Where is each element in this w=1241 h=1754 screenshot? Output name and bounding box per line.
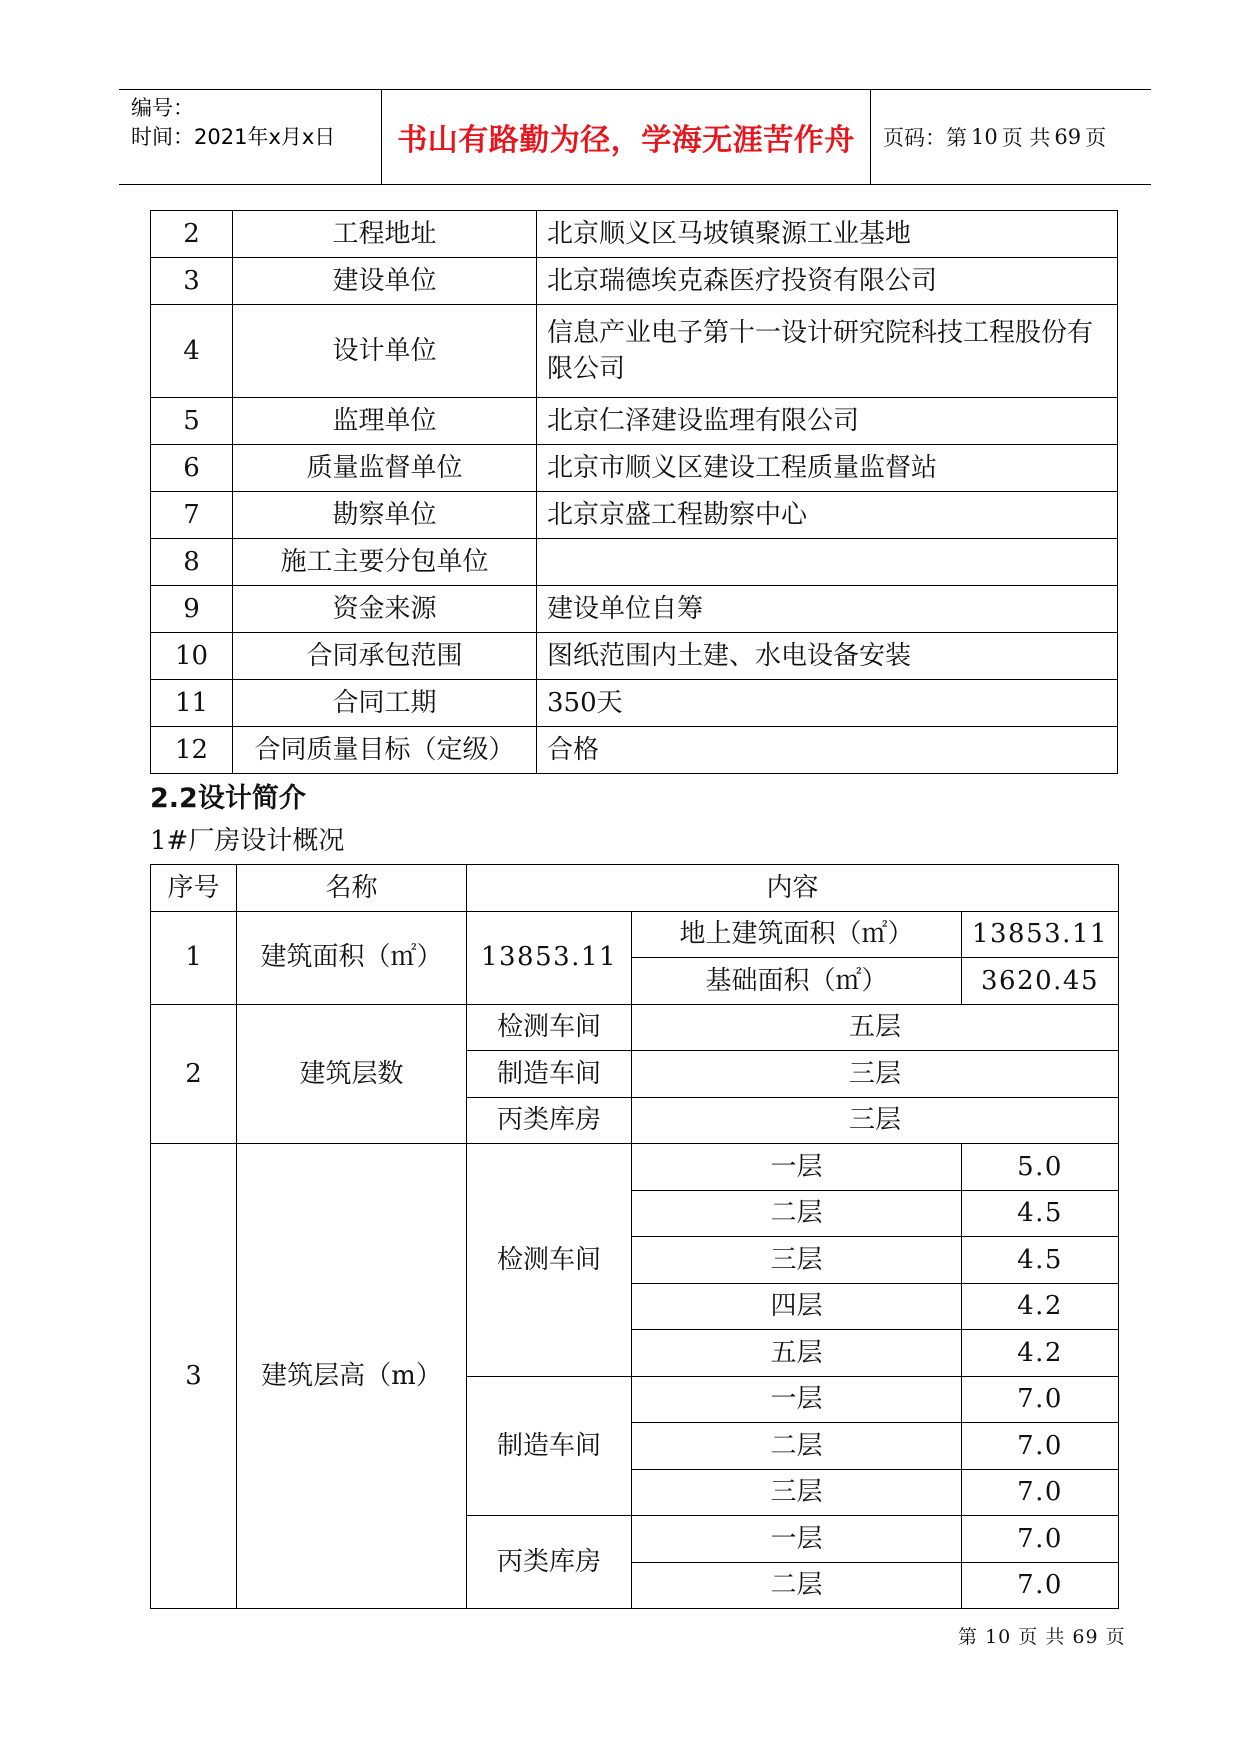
heights-building: 检测车间 <box>467 1144 632 1377</box>
footer-suffix: 页 <box>1105 1626 1126 1648</box>
footer-prefix: 第 <box>958 1626 979 1648</box>
heights-floor: 二层 <box>632 1562 962 1609</box>
info-value-cell: 信息产业电子第十一设计研究院科技工程股份有限公司 <box>537 305 1118 398</box>
floors-no: 2 <box>151 1004 237 1144</box>
table-row <box>151 398 1118 445</box>
table-row <box>151 258 1118 305</box>
info-no-cell: 12 <box>151 727 233 774</box>
floors-value: 三层 <box>632 1051 1119 1098</box>
heights-value: 7.0 <box>962 1469 1119 1516</box>
info-no-cell: 2 <box>151 211 233 258</box>
info-no-cell: 6 <box>151 445 233 492</box>
info-no-cell: 8 <box>151 539 233 586</box>
area-above-label: 地上建筑面积（㎡） <box>632 911 962 958</box>
table-row <box>151 211 1118 258</box>
info-no-cell: 7 <box>151 492 233 539</box>
footer-page: 10 <box>985 1626 1012 1648</box>
page-mid-label: 页 共 <box>1001 126 1051 150</box>
heights-value: 7.0 <box>962 1516 1119 1563</box>
heights-floor: 二层 <box>632 1190 962 1237</box>
page-end-label: 页 <box>1085 126 1107 150</box>
heights-value: 4.2 <box>962 1283 1119 1330</box>
heights-building: 制造车间 <box>467 1376 632 1516</box>
motto-text: 书山有路勤为径，学海无涯苦作舟 <box>397 123 855 158</box>
header-page-info <box>871 90 1151 184</box>
floors-value: 五层 <box>632 1004 1119 1051</box>
info-value-cell: 建设单位自筹 <box>537 586 1118 633</box>
heights-no: 3 <box>151 1144 237 1609</box>
info-value-cell: 北京顺义区马坡镇聚源工业基地 <box>537 211 1118 258</box>
header-cell-name: 名称 <box>237 865 467 912</box>
area-total: 13853.11 <box>467 911 632 1004</box>
design-overview-table <box>150 864 1119 1609</box>
heights-floor: 一层 <box>632 1376 962 1423</box>
header-motto <box>382 90 871 184</box>
info-value-cell <box>537 539 1118 586</box>
floors-building: 检测车间 <box>467 1004 632 1051</box>
table-row <box>151 911 1119 958</box>
info-no-cell: 4 <box>151 305 233 398</box>
section-title: 2.2设计简介 <box>150 783 306 814</box>
heights-value: 7.0 <box>962 1376 1119 1423</box>
area-name: 建筑面积（㎡） <box>237 911 467 1004</box>
info-no-cell: 5 <box>151 398 233 445</box>
info-value-cell: 350天 <box>537 680 1118 727</box>
heights-value: 5.0 <box>962 1144 1119 1191</box>
area-foundation-label: 基础面积（㎡） <box>632 958 962 1005</box>
table-row <box>151 680 1118 727</box>
info-item-cell: 工程地址 <box>233 211 537 258</box>
table-row <box>151 1004 1119 1051</box>
table-row <box>151 727 1118 774</box>
header-meta <box>119 90 382 184</box>
header-cell-no: 序号 <box>151 865 237 912</box>
page-total: 69 <box>1054 125 1082 149</box>
info-item-cell: 质量监督单位 <box>233 445 537 492</box>
info-value-cell: 北京京盛工程勘察中心 <box>537 492 1118 539</box>
info-item-cell: 施工主要分包单位 <box>233 539 537 586</box>
footer-total: 69 <box>1072 1626 1099 1648</box>
heights-floor: 一层 <box>632 1144 962 1191</box>
heights-value: 4.5 <box>962 1237 1119 1284</box>
info-value-cell: 北京瑞德埃克森医疗投资有限公司 <box>537 258 1118 305</box>
heights-floor: 三层 <box>632 1237 962 1284</box>
heights-value: 7.0 <box>962 1423 1119 1470</box>
heights-floor: 五层 <box>632 1330 962 1377</box>
heights-name: 建筑层高（m） <box>237 1144 467 1609</box>
page-footer <box>958 1622 1126 1649</box>
heights-floor: 二层 <box>632 1423 962 1470</box>
info-item-cell: 建设单位 <box>233 258 537 305</box>
table-row <box>151 1144 1119 1191</box>
floors-building: 丙类库房 <box>467 1097 632 1144</box>
sub-title: 1#厂房设计概况 <box>150 826 345 856</box>
heights-building: 丙类库房 <box>467 1516 632 1609</box>
floors-building: 制造车间 <box>467 1051 632 1098</box>
floors-value: 三层 <box>632 1097 1119 1144</box>
table-row <box>151 586 1118 633</box>
document-time-label: 时间：2021年x月x日 <box>131 125 336 149</box>
table-header-row <box>151 865 1119 912</box>
info-value-cell: 合格 <box>537 727 1118 774</box>
info-value-cell: 北京仁泽建设监理有限公司 <box>537 398 1118 445</box>
table-row <box>151 539 1118 586</box>
heights-floor: 一层 <box>632 1516 962 1563</box>
area-no: 1 <box>151 911 237 1004</box>
area-above-value: 13853.11 <box>962 911 1119 958</box>
info-item-cell: 合同承包范围 <box>233 633 537 680</box>
info-item-cell: 合同工期 <box>233 680 537 727</box>
info-value-cell: 北京市顺义区建设工程质量监督站 <box>537 445 1118 492</box>
project-info-table <box>150 210 1118 774</box>
page-number: 10 <box>971 125 998 149</box>
page-header <box>119 89 1151 185</box>
info-no-cell: 9 <box>151 586 233 633</box>
info-item-cell: 设计单位 <box>233 305 537 398</box>
heights-floor: 三层 <box>632 1469 962 1516</box>
footer-mid: 页 共 <box>1018 1626 1066 1648</box>
table-row <box>151 633 1118 680</box>
table-row <box>151 492 1118 539</box>
info-item-cell: 资金来源 <box>233 586 537 633</box>
heights-floor: 四层 <box>632 1283 962 1330</box>
page-label: 页码：第 <box>883 126 967 150</box>
heights-value: 4.2 <box>962 1330 1119 1377</box>
info-no-cell: 11 <box>151 680 233 727</box>
area-foundation-value: 3620.45 <box>962 958 1119 1005</box>
header-cell-content: 内容 <box>467 865 1119 912</box>
floors-name: 建筑层数 <box>237 1004 467 1144</box>
info-item-cell: 监理单位 <box>233 398 537 445</box>
info-value-cell: 图纸范围内土建、水电设备安装 <box>537 633 1118 680</box>
info-no-cell: 10 <box>151 633 233 680</box>
heights-value: 4.5 <box>962 1190 1119 1237</box>
info-no-cell: 3 <box>151 258 233 305</box>
info-item-cell: 勘察单位 <box>233 492 537 539</box>
heights-value: 7.0 <box>962 1562 1119 1609</box>
table-row <box>151 305 1118 398</box>
info-item-cell: 合同质量目标（定级） <box>233 727 537 774</box>
document-number-label: 编号： <box>131 96 194 120</box>
table-row <box>151 445 1118 492</box>
